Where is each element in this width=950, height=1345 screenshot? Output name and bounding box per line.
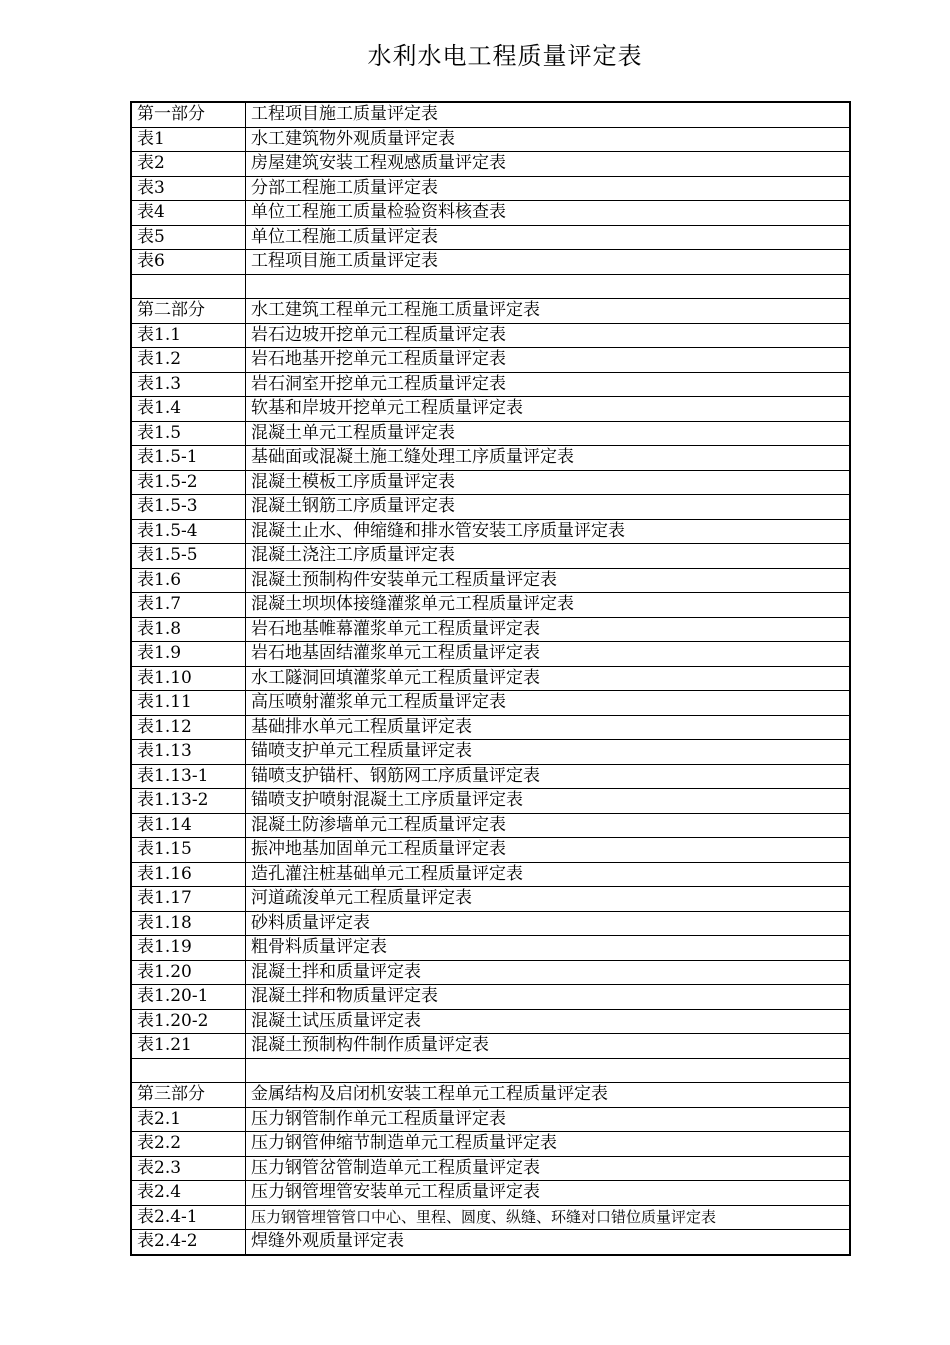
form-code-cell: 表1.20 xyxy=(131,960,246,985)
table-row xyxy=(131,985,850,1010)
form-name-cell: 河道疏浚单元工程质量评定表 xyxy=(246,887,851,912)
table-row xyxy=(131,960,850,985)
form-name-cell: 水工建筑物外观质量评定表 xyxy=(246,127,851,152)
table-row xyxy=(131,152,850,177)
table-row xyxy=(131,1230,850,1255)
form-code-cell: 第一部分 xyxy=(131,102,246,127)
table-row xyxy=(131,1009,850,1034)
form-name-cell: 工程项目施工质量评定表 xyxy=(246,102,851,127)
form-code-cell: 表6 xyxy=(131,250,246,275)
table-row xyxy=(131,372,850,397)
form-name-cell: 锚喷支护锚杆、钢筋网工序质量评定表 xyxy=(246,764,851,789)
table-row xyxy=(131,666,850,691)
table-row xyxy=(131,421,850,446)
form-code-cell: 第三部分 xyxy=(131,1083,246,1108)
form-code-cell: 表1.5-3 xyxy=(131,495,246,520)
table-row xyxy=(131,764,850,789)
form-code-cell: 表2.4-2 xyxy=(131,1230,246,1255)
form-name-cell: 混凝土防渗墙单元工程质量评定表 xyxy=(246,813,851,838)
form-name-cell: 软基和岸坡开挖单元工程质量评定表 xyxy=(246,397,851,422)
table-row xyxy=(131,1132,850,1157)
form-name-cell: 基础面或混凝土施工缝处理工序质量评定表 xyxy=(246,446,851,471)
form-name-cell: 压力钢管埋管管口中心、里程、圆度、纵缝、环缝对口错位质量评定表 xyxy=(246,1205,851,1230)
form-name-cell: 单位工程施工质量评定表 xyxy=(246,225,851,250)
form-name-cell: 混凝土试压质量评定表 xyxy=(246,1009,851,1034)
form-code-cell: 表1.16 xyxy=(131,862,246,887)
table-row xyxy=(131,715,850,740)
form-code-cell: 表1.13-1 xyxy=(131,764,246,789)
form-code-cell: 表1.15 xyxy=(131,838,246,863)
form-code-cell: 表1.2 xyxy=(131,348,246,373)
table-row xyxy=(131,617,850,642)
form-code-cell: 表2.2 xyxy=(131,1132,246,1157)
table-row xyxy=(131,1034,850,1059)
form-name-cell: 基础排水单元工程质量评定表 xyxy=(246,715,851,740)
table-row xyxy=(131,862,850,887)
form-name-cell: 岩石地基开挖单元工程质量评定表 xyxy=(246,348,851,373)
form-name-cell: 混凝土拌和质量评定表 xyxy=(246,960,851,985)
form-code-cell: 表1.21 xyxy=(131,1034,246,1059)
form-name-cell: 岩石边坡开挖单元工程质量评定表 xyxy=(246,323,851,348)
form-name-cell: 锚喷支护单元工程质量评定表 xyxy=(246,740,851,765)
table-row xyxy=(131,397,850,422)
form-name-cell: 混凝土止水、伸缩缝和排水管安装工序质量评定表 xyxy=(246,519,851,544)
table-row xyxy=(131,470,850,495)
form-name-cell: 混凝土拌和物质量评定表 xyxy=(246,985,851,1010)
table-row xyxy=(131,544,850,569)
form-name-cell: 单位工程施工质量检验资料核查表 xyxy=(246,201,851,226)
form-name-cell xyxy=(246,1058,851,1083)
form-name-cell: 压力钢管伸缩节制造单元工程质量评定表 xyxy=(246,1132,851,1157)
table-row xyxy=(131,691,850,716)
form-name-cell: 砂料质量评定表 xyxy=(246,911,851,936)
form-name-cell: 粗骨料质量评定表 xyxy=(246,936,851,961)
form-name-cell: 房屋建筑安装工程观感质量评定表 xyxy=(246,152,851,177)
table-row xyxy=(131,348,850,373)
form-code-cell: 表1.7 xyxy=(131,593,246,618)
page-title: 水利水电工程质量评定表 xyxy=(367,42,643,70)
form-code-cell: 表1.14 xyxy=(131,813,246,838)
table-row xyxy=(131,813,850,838)
form-name-cell: 工程项目施工质量评定表 xyxy=(246,250,851,275)
table-row xyxy=(131,1107,850,1132)
table-row xyxy=(131,446,850,471)
form-code-cell: 表1.8 xyxy=(131,617,246,642)
table-row xyxy=(131,1205,850,1230)
table-row xyxy=(131,936,850,961)
form-code-cell: 表1.1 xyxy=(131,323,246,348)
form-name-cell: 岩石地基帷幕灌浆单元工程质量评定表 xyxy=(246,617,851,642)
form-code-cell: 表4 xyxy=(131,201,246,226)
table-row xyxy=(131,1181,850,1206)
form-code-cell: 表1.13 xyxy=(131,740,246,765)
form-name-cell: 水工隧洞回填灌浆单元工程质量评定表 xyxy=(246,666,851,691)
form-name-cell: 岩石洞室开挖单元工程质量评定表 xyxy=(246,372,851,397)
table-row xyxy=(131,519,850,544)
form-name-cell: 混凝土坝坝体接缝灌浆单元工程质量评定表 xyxy=(246,593,851,618)
table-row xyxy=(131,568,850,593)
form-name-cell: 锚喷支护喷射混凝土工序质量评定表 xyxy=(246,789,851,814)
table-row xyxy=(131,887,850,912)
section-row xyxy=(131,299,850,324)
table-row xyxy=(131,201,850,226)
form-code-cell: 表3 xyxy=(131,176,246,201)
form-code-cell: 表1.5-2 xyxy=(131,470,246,495)
form-code-cell: 表2.4-1 xyxy=(131,1205,246,1230)
form-name-cell: 压力钢管埋管安装单元工程质量评定表 xyxy=(246,1181,851,1206)
form-code-cell: 表1.19 xyxy=(131,936,246,961)
form-code-cell: 表2.1 xyxy=(131,1107,246,1132)
table-row xyxy=(131,250,850,275)
form-name-cell: 造孔灌注桩基础单元工程质量评定表 xyxy=(246,862,851,887)
table-row xyxy=(131,495,850,520)
form-name-cell: 混凝土浇注工序质量评定表 xyxy=(246,544,851,569)
form-name-cell: 分部工程施工质量评定表 xyxy=(246,176,851,201)
table-row xyxy=(131,225,850,250)
form-code-cell: 表1.17 xyxy=(131,887,246,912)
form-code-cell: 表1.5-4 xyxy=(131,519,246,544)
form-code-cell: 表1.12 xyxy=(131,715,246,740)
table-row xyxy=(131,740,850,765)
table-row xyxy=(131,1156,850,1181)
form-code-cell: 表2.4 xyxy=(131,1181,246,1206)
form-name-cell: 岩石地基固结灌浆单元工程质量评定表 xyxy=(246,642,851,667)
form-name-cell: 焊缝外观质量评定表 xyxy=(246,1230,851,1255)
form-code-cell: 表1.6 xyxy=(131,568,246,593)
table-row xyxy=(131,838,850,863)
section-row xyxy=(131,1083,850,1108)
table-row xyxy=(131,911,850,936)
form-code-cell: 第二部分 xyxy=(131,299,246,324)
form-name-cell: 水工建筑工程单元工程施工质量评定表 xyxy=(246,299,851,324)
form-name-cell: 混凝土预制构件制作质量评定表 xyxy=(246,1034,851,1059)
form-code-cell: 表1.10 xyxy=(131,666,246,691)
form-code-cell: 表1.4 xyxy=(131,397,246,422)
form-name-cell: 压力钢管岔管制造单元工程质量评定表 xyxy=(246,1156,851,1181)
form-code-cell xyxy=(131,1058,246,1083)
table-row xyxy=(131,642,850,667)
form-code-cell: 表1.3 xyxy=(131,372,246,397)
form-name-cell: 混凝土预制构件安装单元工程质量评定表 xyxy=(246,568,851,593)
table-row xyxy=(131,323,850,348)
form-name-cell xyxy=(246,274,851,299)
form-index-table xyxy=(130,101,851,1256)
blank-row xyxy=(131,274,850,299)
form-code-cell: 表5 xyxy=(131,225,246,250)
form-code-cell: 表1 xyxy=(131,127,246,152)
form-name-cell: 混凝土单元工程质量评定表 xyxy=(246,421,851,446)
form-code-cell: 表1.5-5 xyxy=(131,544,246,569)
form-code-cell: 表1.20-1 xyxy=(131,985,246,1010)
form-name-cell: 混凝土模板工序质量评定表 xyxy=(246,470,851,495)
form-name-cell: 金属结构及启闭机安装工程单元工程质量评定表 xyxy=(246,1083,851,1108)
section-row xyxy=(131,102,850,127)
form-index-body xyxy=(131,102,850,1255)
form-name-cell: 混凝土钢筋工序质量评定表 xyxy=(246,495,851,520)
form-code-cell xyxy=(131,274,246,299)
table-row xyxy=(131,176,850,201)
form-code-cell: 表1.5 xyxy=(131,421,246,446)
table-row xyxy=(131,127,850,152)
form-code-cell: 表1.20-2 xyxy=(131,1009,246,1034)
blank-row xyxy=(131,1058,850,1083)
form-name-cell: 压力钢管制作单元工程质量评定表 xyxy=(246,1107,851,1132)
form-name-cell: 振冲地基加固单元工程质量评定表 xyxy=(246,838,851,863)
form-code-cell: 表1.9 xyxy=(131,642,246,667)
form-code-cell: 表1.11 xyxy=(131,691,246,716)
form-code-cell: 表1.5-1 xyxy=(131,446,246,471)
table-row xyxy=(131,789,850,814)
form-code-cell: 表1.18 xyxy=(131,911,246,936)
form-name-cell: 高压喷射灌浆单元工程质量评定表 xyxy=(246,691,851,716)
form-code-cell: 表1.13-2 xyxy=(131,789,246,814)
form-code-cell: 表2 xyxy=(131,152,246,177)
form-code-cell: 表2.3 xyxy=(131,1156,246,1181)
table-row xyxy=(131,593,850,618)
